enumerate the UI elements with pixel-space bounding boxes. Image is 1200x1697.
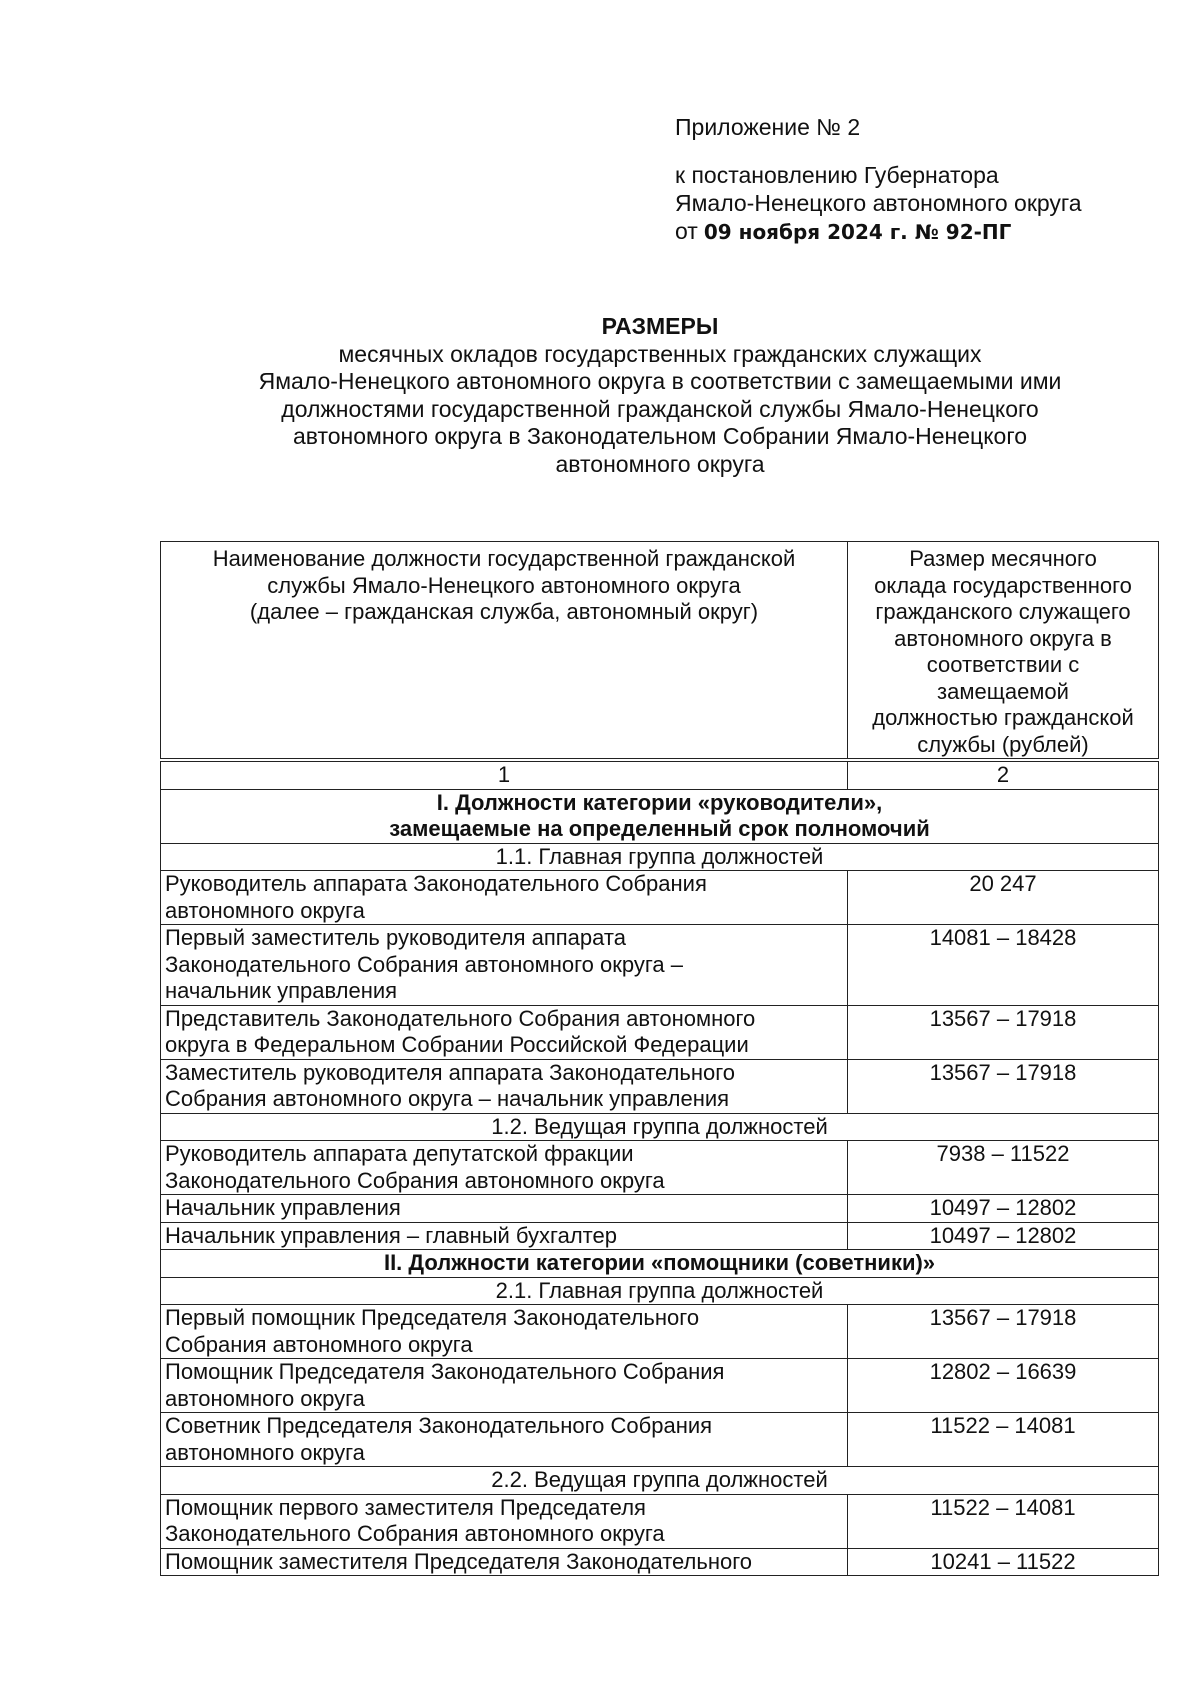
position-name-line: Начальник управления – главный бухгалтер xyxy=(165,1222,617,1248)
appendix-date-line xyxy=(675,217,1082,246)
position-name-line: Первый заместитель руководителя аппарата xyxy=(165,925,626,950)
salary-value: 10241 – 11522 xyxy=(848,1548,1159,1576)
title-line: автономного округа в Законодательном Собрании Ямало-Ненецкого xyxy=(292,423,1028,449)
header-text-line: службы Ямало-Ненецкого автономного округа xyxy=(267,572,741,598)
position-name-line: Заместитель руководителя аппарата Законодательного xyxy=(165,1059,735,1085)
section-row xyxy=(161,1250,1159,1278)
section-title xyxy=(161,789,1159,843)
position-name xyxy=(161,1548,848,1576)
position-name-line: Законодательного Собрания автономного округа xyxy=(165,1167,665,1193)
header-text-line: оклада государственного xyxy=(874,572,1132,598)
header-text-line: (далее – гражданская служба, автономный округ) xyxy=(249,599,759,624)
table-row xyxy=(161,925,1159,1006)
title-line: месячных окладов государственных гражданских служащих xyxy=(338,340,982,367)
column-number-row xyxy=(161,760,1159,789)
salary-value: 11522 – 14081 xyxy=(848,1494,1159,1548)
position-name-line: Руководитель аппарата Законодательного Собрания xyxy=(165,871,707,896)
table-row xyxy=(161,1222,1159,1250)
salary-value: 7938 – 11522 xyxy=(848,1141,1159,1195)
group-title: 2.1. Главная группа должностей xyxy=(161,1277,1159,1305)
group-title: 2.2. Ведущая группа должностей xyxy=(161,1467,1159,1495)
group-row xyxy=(161,1277,1159,1305)
position-name xyxy=(161,1195,848,1223)
appendix-block xyxy=(675,113,1082,246)
title-line: Ямало-Ненецкого автономного округа в соответствии с замещаемыми ими xyxy=(258,368,1062,394)
header-text-line: службы (рублей) xyxy=(917,731,1089,757)
section-row xyxy=(161,789,1159,843)
salary-value: 13567 – 17918 xyxy=(848,1005,1159,1059)
salary-value: 14081 – 18428 xyxy=(848,925,1159,1006)
table-row xyxy=(161,1359,1159,1413)
column-number: 1 xyxy=(161,760,848,789)
position-name-line: округа в Федеральном Собрании Российской Федерации xyxy=(165,1032,749,1057)
position-name xyxy=(161,1059,848,1113)
header-text-line: автономного округа в xyxy=(894,625,1112,651)
table-row xyxy=(161,1005,1159,1059)
position-name xyxy=(161,1494,848,1548)
position-name-line: автономного округа xyxy=(165,1439,365,1465)
position-name-line: Помощник первого заместителя Председателя xyxy=(165,1494,646,1520)
title-heading: РАЗМЕРЫ xyxy=(601,313,719,339)
position-name-line: Помощник заместителя Председателя Законодательного xyxy=(165,1548,753,1574)
position-name-line: Руководитель аппарата депутатской фракции xyxy=(165,1141,634,1166)
position-name-line: Начальник управления xyxy=(165,1195,401,1220)
table-header-row xyxy=(161,542,1159,761)
header-position-name xyxy=(161,542,848,761)
header-text-line: гражданского служащего xyxy=(875,599,1131,624)
table-row xyxy=(161,871,1159,925)
appendix-date: 09 ноября 2024 г. № 92-ПГ xyxy=(703,220,1012,244)
position-name xyxy=(161,1005,848,1059)
position-name xyxy=(161,1359,848,1413)
table-row xyxy=(161,1195,1159,1223)
header-text-line: соответствии с xyxy=(926,652,1080,677)
position-name-line: начальник управления xyxy=(165,978,398,1003)
salary-value: 13567 – 17918 xyxy=(848,1305,1159,1359)
header-text-line: Наименование должности государственной гражданской xyxy=(212,546,796,571)
table-row xyxy=(161,1494,1159,1548)
column-number: 2 xyxy=(848,760,1159,789)
section-title xyxy=(161,1250,1159,1278)
group-row xyxy=(161,843,1159,871)
section-title-line: I. Должности категории «руководители», xyxy=(436,789,883,815)
title-subtitle xyxy=(160,341,1160,479)
position-name xyxy=(161,1305,848,1359)
salary-value: 10497 – 12802 xyxy=(848,1222,1159,1250)
appendix-date-label: от xyxy=(675,218,698,244)
position-name xyxy=(161,871,848,925)
appendix-line: Ямало-Ненецкого автономного округа xyxy=(675,190,1082,216)
title-line: должностями государственной гражданской службы Ямало-Ненецкого xyxy=(281,395,1039,422)
group-row xyxy=(161,1113,1159,1141)
salary-value: 12802 – 16639 xyxy=(848,1359,1159,1413)
position-name-line: Законодательного Собрания автономного округа xyxy=(165,1521,665,1546)
section-title-line: замещаемые на определенный срок полномочий xyxy=(389,816,930,841)
salary-value: 10497 – 12802 xyxy=(848,1195,1159,1223)
position-name-line: Первый помощник Председателя Законодательного xyxy=(165,1305,700,1330)
position-name xyxy=(161,1141,848,1195)
appendix-line: к постановлению Губернатора xyxy=(675,162,999,188)
title-line: автономного округа xyxy=(555,450,765,477)
position-name xyxy=(161,925,848,1006)
header-text-line: замещаемой xyxy=(937,678,1069,704)
header-salary-size xyxy=(848,542,1159,761)
header-text-line: Размер месячного xyxy=(909,546,1097,571)
position-name-line: автономного округа xyxy=(165,1385,365,1411)
group-row xyxy=(161,1467,1159,1495)
appendix-number: Приложение № 2 xyxy=(675,114,861,140)
table-row xyxy=(161,1305,1159,1359)
salary-value: 20 247 xyxy=(848,871,1159,925)
table-row xyxy=(161,1548,1159,1576)
group-title: 1.2. Ведущая группа должностей xyxy=(161,1113,1159,1141)
document-title xyxy=(160,313,1160,478)
position-name xyxy=(161,1222,848,1250)
table-row xyxy=(161,1059,1159,1113)
table-row xyxy=(161,1413,1159,1467)
header-text-line: должностью гражданской xyxy=(872,705,1134,730)
position-name-line: Собрания автономного округа – начальник управления xyxy=(165,1086,730,1111)
position-name-line: Представитель Законодательного Собрания автономного xyxy=(165,1005,756,1031)
position-name-line: Собрания автономного округа xyxy=(165,1331,473,1357)
position-name-line: автономного округа xyxy=(165,897,365,923)
position-name-line: Советник Председателя Законодательного Собрания xyxy=(165,1413,713,1438)
salary-value: 13567 – 17918 xyxy=(848,1059,1159,1113)
salary-table xyxy=(160,541,1159,1576)
salary-value: 11522 – 14081 xyxy=(848,1413,1159,1467)
position-name xyxy=(161,1413,848,1467)
table-row xyxy=(161,1141,1159,1195)
section-title-line: II. Должности категории «помощники (советники)» xyxy=(383,1250,936,1275)
group-title: 1.1. Главная группа должностей xyxy=(161,843,1159,871)
position-name-line: Законодательного Собрания автономного округа – xyxy=(165,951,683,977)
position-name-line: Помощник Председателя Законодательного Собрания xyxy=(165,1359,725,1384)
